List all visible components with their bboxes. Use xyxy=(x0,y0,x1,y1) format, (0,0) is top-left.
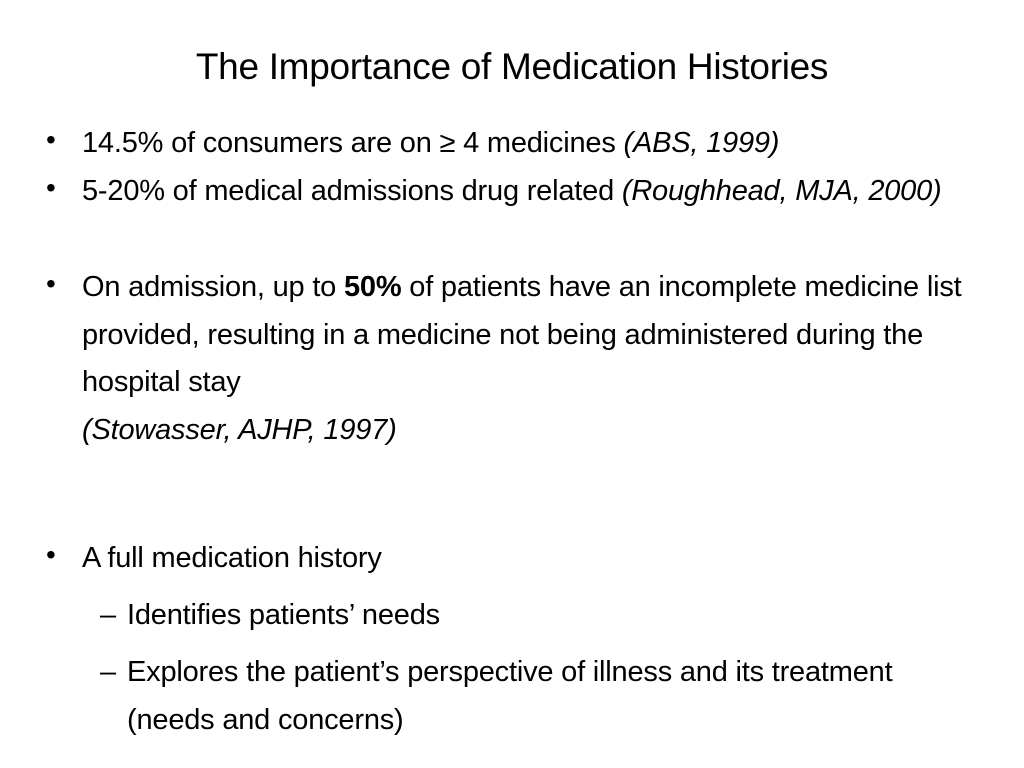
bullet-item-consumers xyxy=(82,120,987,168)
bullet-text: of patients have an incomplete medicine list provided, resulting in a medicine not being administered during the hospital stay xyxy=(82,271,962,398)
bullet-item-admission-list xyxy=(82,264,987,454)
bullet-text: On admission, up to xyxy=(82,271,344,303)
bullet-text: 14.5% of consumers are on ≥ 4 medicines xyxy=(82,127,624,159)
bullet-icon: • xyxy=(46,268,56,299)
dash-icon: – xyxy=(100,656,116,688)
bullet-icon: • xyxy=(46,172,56,203)
bullet-item-full-history: A full medication history xyxy=(82,542,382,574)
slide-title: The Importance of Medication Histories xyxy=(195,46,829,87)
citation: (Stowasser, AJHP, 1997) xyxy=(82,413,397,446)
citation: (ABS, 1999) xyxy=(623,127,780,159)
sub-bullet-perspective: Explores the patient’s perspective of illness and its treatment (needs and concerns) xyxy=(127,656,893,736)
citation: (Roughhead, MJA, 2000) xyxy=(621,175,942,207)
bullet-text: 5-20% of medical admissions drug related xyxy=(82,175,622,207)
bullet-icon: • xyxy=(46,124,56,155)
dash-icon: – xyxy=(100,599,116,631)
bullet-item-admissions xyxy=(82,168,987,216)
sub-bullet-needs: Identifies patients’ needs xyxy=(127,599,440,631)
highlight-percentage: 50% xyxy=(343,271,402,303)
bullet-icon: • xyxy=(46,539,56,570)
